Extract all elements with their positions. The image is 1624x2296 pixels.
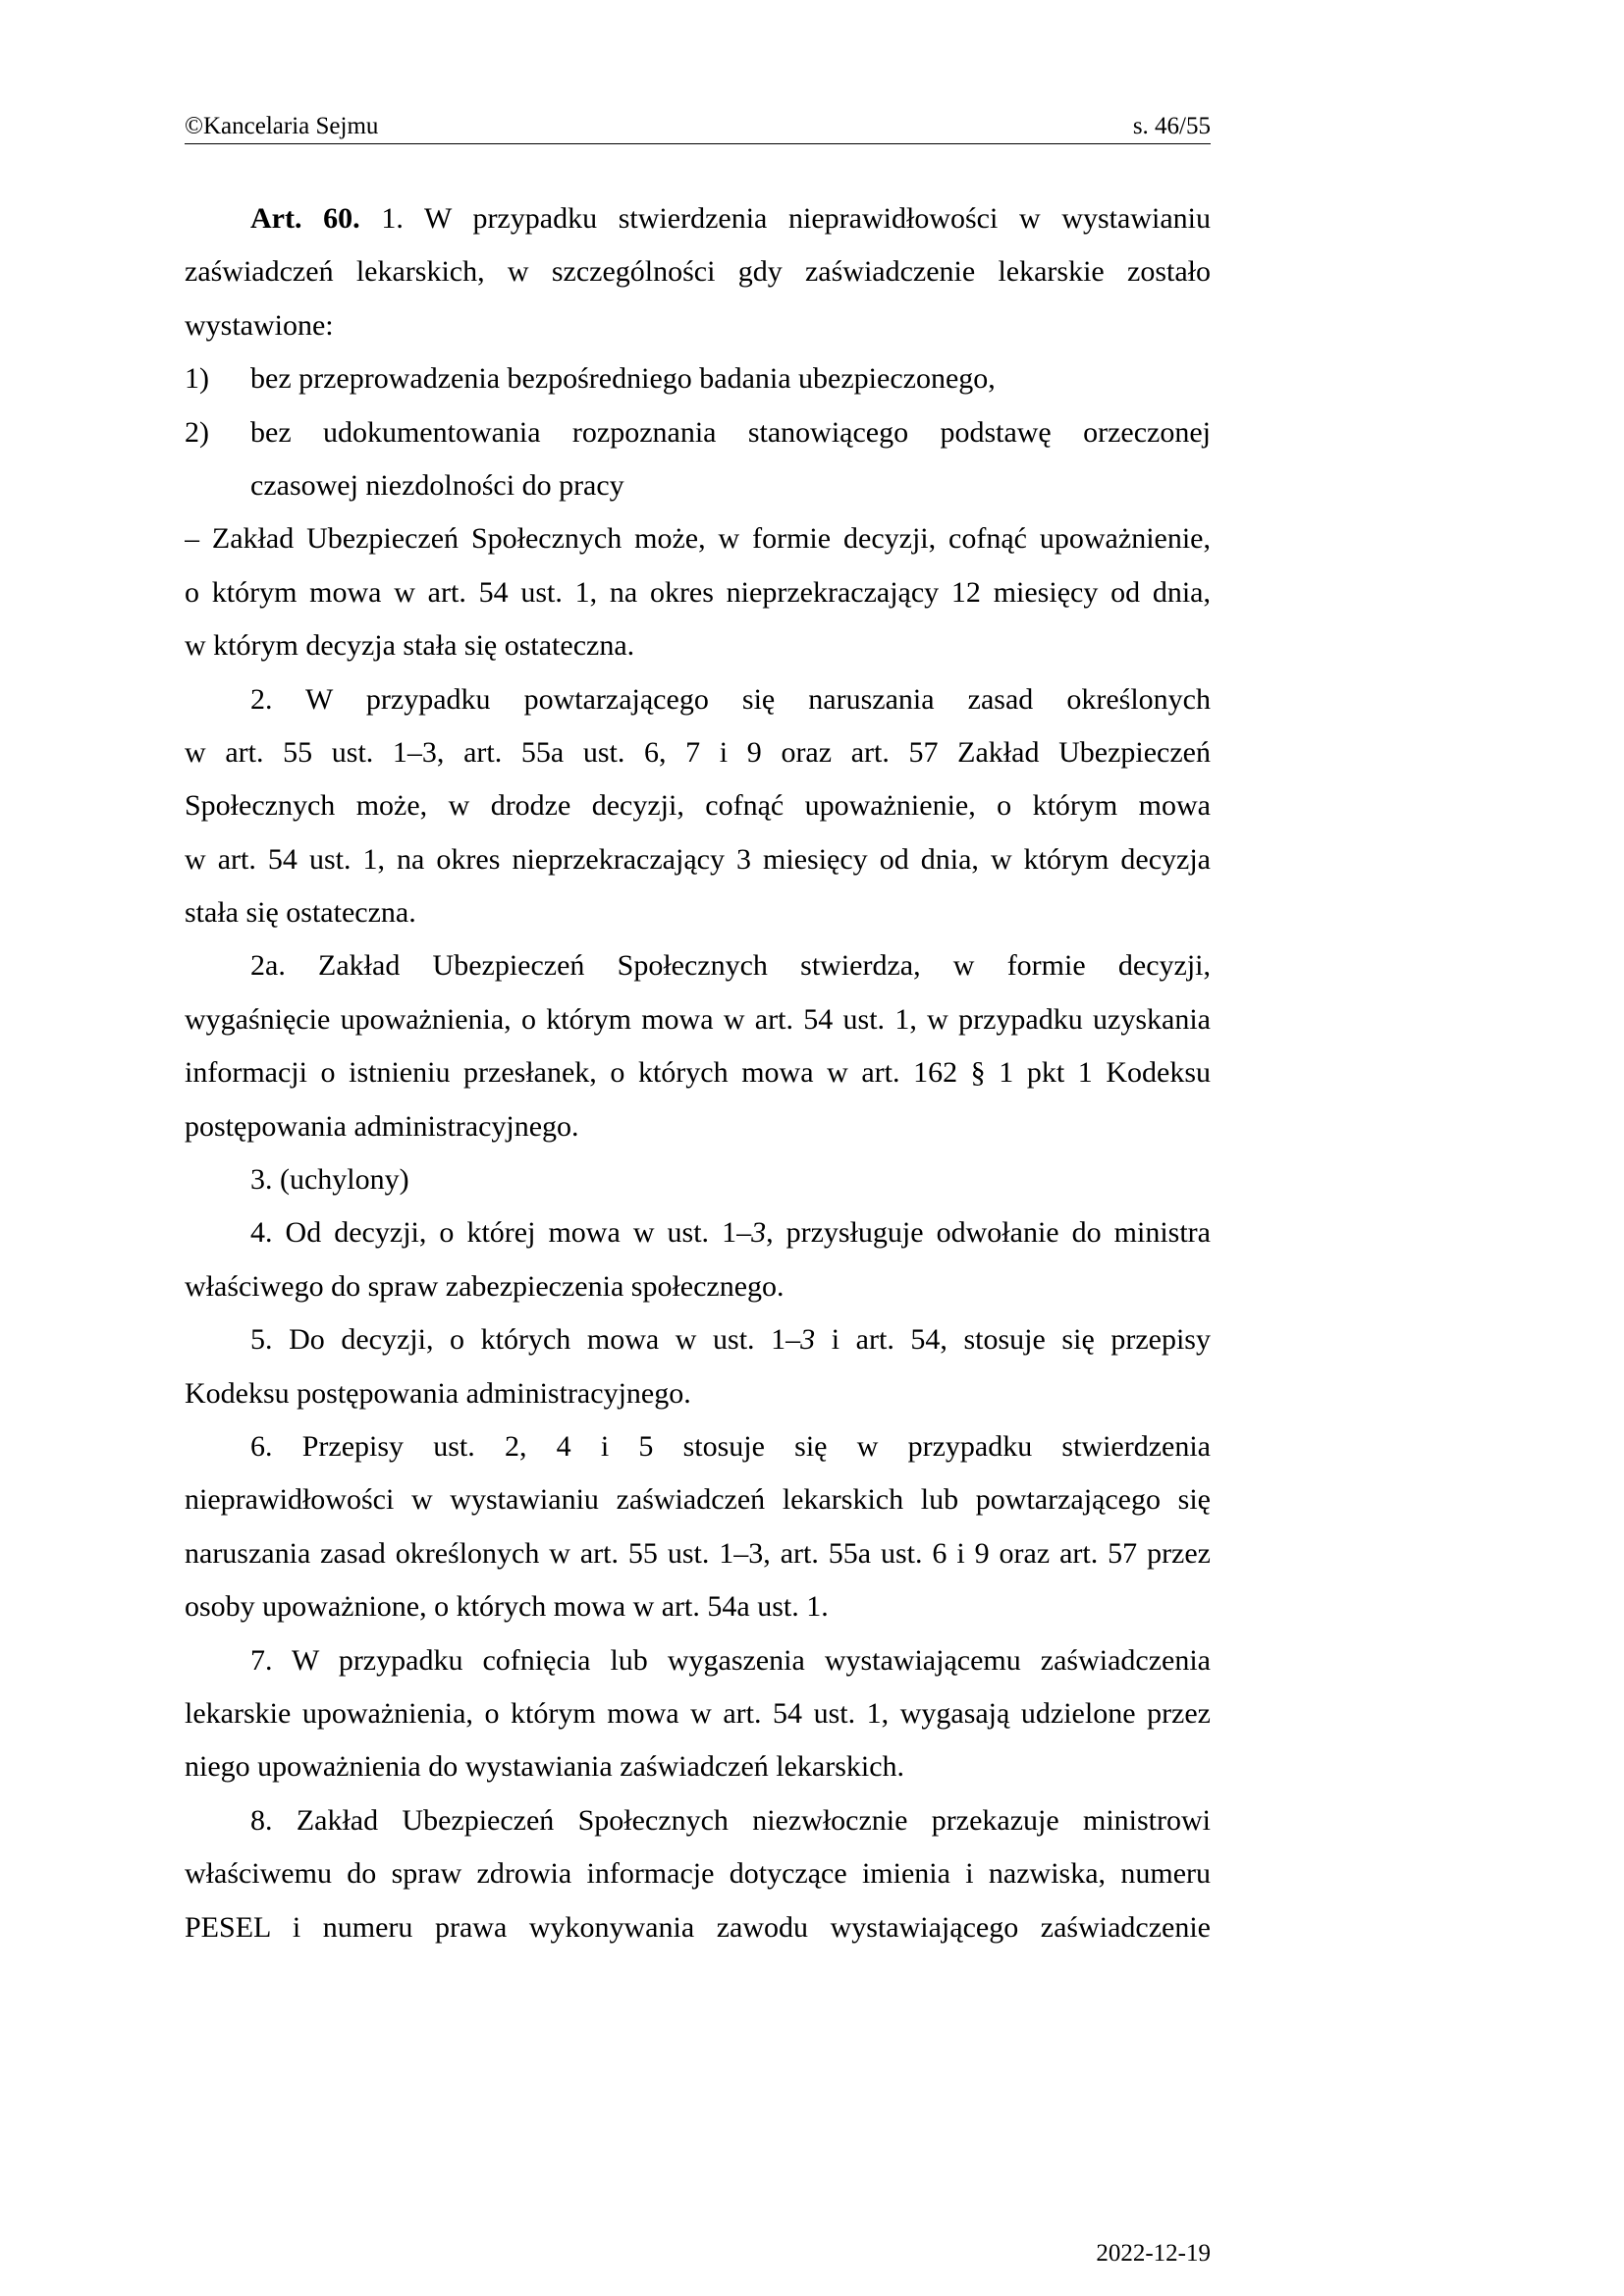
text-line: informacji o istnieniu przesłanek, o których mowa w art. 162 § 1 pkt 1 Kodeksu bbox=[185, 1056, 1211, 1090]
text-line: wygaśnięcie upoważnienia, o którym mowa w art. 54 ust. 1, w przypadku uzyskania bbox=[185, 1002, 1211, 1036]
text-line: stała się ostateczna. bbox=[185, 896, 416, 930]
text-line: Społecznych może, w drodze decyzji, cofnąć upoważnienie, o którym mowa bbox=[185, 789, 1211, 823]
point-item bbox=[185, 406, 1211, 459]
text-line: 2a. Zakład Ubezpieczeń Społecznych stwierdza, w formie decyzji, bbox=[250, 949, 1211, 983]
text-line: właściwemu do spraw zdrowia informacje dotyczące imienia i nazwiska, numeru bbox=[185, 1857, 1211, 1891]
text-line: właściwego do spraw zabezpieczenia społecznego. bbox=[185, 1269, 785, 1303]
text-line: zaświadczeń lekarskich, w szczególności gdy zaświadczenie lekarskie zostało bbox=[185, 255, 1211, 289]
article-body bbox=[185, 192, 1211, 1954]
paragraph-ust-1 bbox=[185, 192, 1211, 673]
text-line: w art. 55 ust. 1–3, art. 55a ust. 6, 7 i 9 oraz art. 57 Zakład Ubezpieczeń bbox=[185, 735, 1211, 769]
text-line: 6. Przepisy ust. 2, 4 i 5 stosuje się w przypadku stwierdzenia bbox=[250, 1429, 1211, 1463]
running-header bbox=[185, 110, 1211, 144]
paragraph-ust-8 bbox=[185, 1794, 1211, 1954]
article-label: Art. 60. bbox=[250, 202, 360, 235]
point-number: 2) bbox=[185, 415, 209, 449]
text-line: lekarskie upoważnienia, o którym mowa w art. 54 ust. 1, wygasają udzielone przez bbox=[185, 1696, 1211, 1730]
page-number: s. 46/55 bbox=[1132, 113, 1211, 139]
text-line: niego upoważnienia do wystawiania zaświadczeń lekarskich. bbox=[185, 1750, 905, 1784]
point-text: bez udokumentowania rozpoznania stanowiącego podstawę orzeczonej bbox=[250, 415, 1211, 449]
text-line: o którym mowa w art. 54 ust. 1, na okres nieprzekraczający 12 miesięcy od dnia, bbox=[185, 575, 1211, 609]
text-line: naruszania zasad określonych w art. 55 ust. 1–3, art. 55a ust. 6 i 9 oraz art. 57 przez bbox=[185, 1536, 1211, 1570]
text-line bbox=[185, 1313, 1211, 1366]
text-line: Kodeksu postępowania administracyjnego. bbox=[185, 1376, 691, 1410]
text-run: 1. W przypadku stwierdzenia nieprawidłowości w wystawianiu bbox=[381, 202, 1211, 235]
text-line: 3. (uchylony) bbox=[250, 1163, 409, 1197]
paragraph-ust-2a bbox=[185, 939, 1211, 1153]
text-line: postępowania administracyjnego. bbox=[185, 1109, 579, 1143]
text-run: i art. 54, stosuje się przepisy bbox=[815, 1323, 1211, 1357]
point-text-continued: czasowej niezdolności do pracy bbox=[250, 468, 624, 502]
paragraph-ust-2 bbox=[185, 673, 1211, 940]
text-line bbox=[185, 1206, 1211, 1259]
text-line: nieprawidłowości w wystawianiu zaświadczeń lekarskich lub powtarzającego się bbox=[185, 1483, 1211, 1517]
text-run: , przysługuje odwołanie do ministra bbox=[766, 1216, 1211, 1250]
text-line: PESEL i numeru prawa wykonywania zawodu wystawiającego zaświadczenie bbox=[185, 1910, 1211, 1944]
paragraph-ust-7 bbox=[185, 1634, 1211, 1794]
italic-run: 3 bbox=[800, 1323, 816, 1357]
text-line: 7. W przypadku cofnięcia lub wygaszenia wystawiającemu zaświadczenia bbox=[250, 1643, 1211, 1677]
paragraph-ust-5 bbox=[185, 1313, 1211, 1420]
paragraph-ust-4 bbox=[185, 1206, 1211, 1313]
paragraph-ust-6 bbox=[185, 1420, 1211, 1634]
point-number: 1) bbox=[185, 362, 209, 396]
publisher-label: ©Kancelaria Sejmu bbox=[185, 113, 379, 139]
point-text: bez przeprowadzenia bezpośredniego badania ubezpieczonego, bbox=[250, 362, 996, 396]
text-line: 2. W przypadku powtarzającego się naruszania zasad określonych bbox=[250, 682, 1211, 716]
text-line: – Zakład Ubezpieczeń Społecznych może, w formie decyzji, cofnąć upoważnienie, bbox=[185, 522, 1211, 556]
text-run: 5. Do decyzji, o których mowa w ust. 1– bbox=[250, 1323, 801, 1357]
footer-date: 2022-12-19 bbox=[1096, 2240, 1211, 2267]
point-item bbox=[185, 352, 1211, 405]
text-line: 8. Zakład Ubezpieczeń Społecznych niezwłocznie przekazuje ministrowi bbox=[250, 1803, 1211, 1837]
italic-run: 3 bbox=[751, 1216, 767, 1250]
text-run: 4. Od decyzji, o której mowa w ust. 1– bbox=[250, 1216, 752, 1250]
text-line: wystawione: bbox=[185, 308, 334, 342]
text-line: w art. 54 ust. 1, na okres nieprzekraczający 3 miesięcy od dnia, w którym decyzja bbox=[185, 842, 1211, 876]
paragraph-ust-3 bbox=[185, 1153, 1211, 1206]
text-line: osoby upoważnione, o których mowa w art. 54a ust. 1. bbox=[185, 1590, 829, 1624]
text-line bbox=[185, 192, 1211, 245]
text-line: w którym decyzja stała się ostateczna. bbox=[185, 629, 635, 663]
